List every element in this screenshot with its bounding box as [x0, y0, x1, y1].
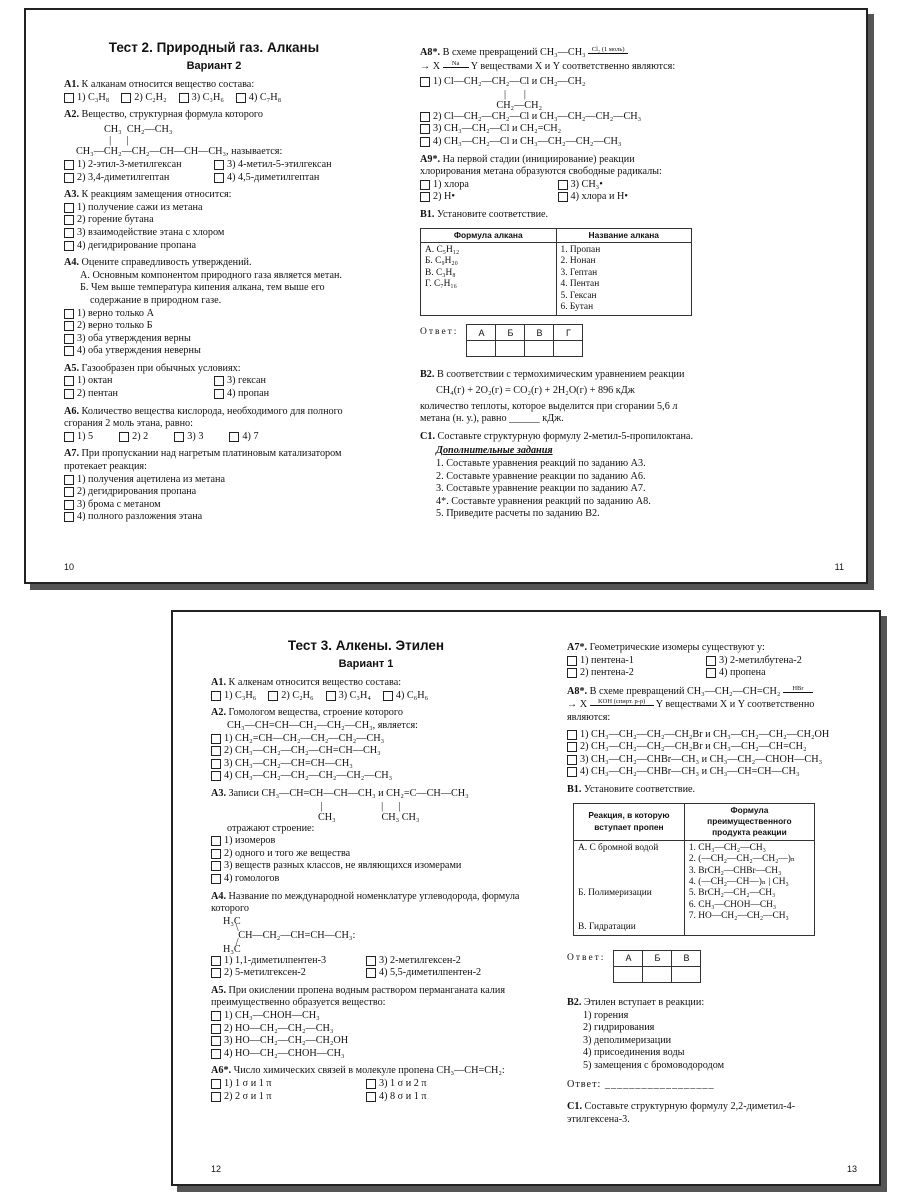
page-spread-top [24, 8, 868, 584]
test-title: Тест 2. Природный газ. Алканы [108, 40, 320, 55]
checkbox[interactable] [211, 874, 221, 884]
option[interactable]: 1) изомеров [211, 835, 521, 848]
page-11 [420, 46, 695, 521]
checkbox[interactable] [211, 1011, 221, 1021]
option[interactable]: 3) веществ разных классов, не являющихся изомерами [211, 860, 521, 873]
reaction-arrow: Cl₂ (1 моль) [588, 46, 628, 54]
checkbox[interactable] [211, 1024, 221, 1034]
answer-line[interactable]: Ответ: __________________ [567, 1078, 715, 1090]
question-a4: А4. Оцените справедливость утверждений. А. Основным компонентом природного газа является метан. Б. Чем выше температура кипения алкана, тем выше его содержание в природном газе. 1) верно только А 2) верно только Б 3) оба утверждения верны 4) оба утверждения неверны [64, 257, 364, 358]
option[interactable]: 4) C₆H₆ [383, 690, 428, 703]
checkbox[interactable] [420, 192, 430, 202]
option[interactable]: 3) 4-метил-5-этилгексан [214, 159, 364, 172]
checkbox[interactable] [420, 180, 430, 190]
checkbox[interactable] [366, 1092, 376, 1102]
checkbox[interactable] [420, 112, 430, 122]
matching-table: Реакция, в которую вступает пропен Формула преимущественного продукта реакции А. С бромной водой Б. Полимеризации В. Гидратации 1. CH₃—CH₂—CH₃ 2. (—CH₂—CH₂—CH₂—)ₙ 3. BrCH₂—CHBr—CH₃ 4. (—CH₂—CH—)ₙ | CH₃ 5. BrCH₂—CH₂—CH₃ 6. CH₃—CHOH—CH₃ 7. HO—CH₂—CH₂—CH₃ [573, 803, 815, 936]
checkbox[interactable] [64, 173, 74, 183]
option[interactable]: 3) 2-метилгексен-2 [366, 955, 521, 968]
answer-grid: Ответ: А Б В [567, 950, 845, 983]
question-a4: А4. Название по международной номенклатуре углеводорода, формула которого H₃C \ CH—CH₂—CH=CH—CH₃: / H₃C 1) 1,1-диметилпентен-3 3) 2-метилгексен-2 2) 5-метилгексен-2 4) 5,5-диметилпентен-2 [211, 890, 520, 979]
option[interactable]: 3) взаимодействие этана с хлором [64, 227, 364, 240]
answer-cell[interactable] [554, 341, 583, 357]
checkbox[interactable] [229, 432, 239, 442]
checkbox[interactable] [567, 742, 577, 752]
checkbox[interactable] [64, 432, 74, 442]
checkbox[interactable] [211, 849, 221, 859]
checkbox[interactable] [64, 160, 74, 170]
checkbox[interactable] [326, 691, 336, 701]
checkbox[interactable] [211, 746, 221, 756]
variant-label: Вариант 2 [186, 59, 242, 72]
option[interactable]: 2) пентан [64, 388, 214, 401]
checkbox[interactable] [211, 1049, 221, 1059]
checkbox[interactable] [558, 192, 568, 202]
option[interactable]: 4) CH₃—CH₂—CHBr—CH₃ и CH₃—CH=CH—CH₃ [567, 766, 845, 779]
option[interactable]: 4) C₇H₈ [236, 92, 281, 105]
answer-cell[interactable] [467, 341, 496, 357]
option[interactable]: 1) 5 [64, 431, 93, 444]
checkbox[interactable] [64, 500, 74, 510]
question-a1: А1. К алканам относится вещество состава: 1) C₃H₈ 2) C₂H₂ 3) C₃H₆ 4) C₇H₈ [64, 79, 282, 103]
option[interactable]: 3) 1 σ и 2 π [366, 1078, 521, 1091]
answer-cell[interactable] [614, 966, 643, 982]
extra-tasks-title: Дополнительные задания [436, 445, 553, 457]
answer-cell[interactable] [496, 341, 525, 357]
option[interactable]: 2) 2 σ и 1 π [211, 1091, 366, 1104]
question-c1: С1. Составьте структурную формулу 2,2-диметил-4-этилгексена-3. [567, 1101, 796, 1125]
checkbox[interactable] [567, 656, 577, 666]
option[interactable]: 2) верно только Б [64, 320, 364, 333]
reaction-arrow: KOH (спирт. р-р) [590, 698, 654, 706]
checkbox[interactable] [706, 656, 716, 666]
option[interactable]: 4) 4,5-диметилгептан [214, 172, 364, 185]
variant-label: Вариант 1 [338, 657, 394, 670]
answer-grid: Ответ: А Б В Г [420, 324, 695, 357]
question-b2: В2. В соответствии с термохимическим уравнением реакции CH₄(г) + 2O₂(г) = CO₂(г) + 2H₂O(г) + 896 кДж количество теплоты, которое выделится при сгорании 5,6 л метана (н. у.), равно ______ кДж. [420, 369, 695, 425]
checkbox[interactable] [236, 93, 246, 103]
reaction-arrow: Na [443, 60, 469, 68]
checkbox[interactable] [211, 734, 221, 744]
checkbox[interactable] [214, 389, 224, 399]
checkbox[interactable] [64, 346, 74, 356]
checkbox[interactable] [214, 376, 224, 386]
question-b2: В2. Этилен вступает в реакции: 1) горения 2) гидрирования 3) деполимеризации 4) присоединения воды 5) замещения с бромоводородом Ответ: __________________ [567, 997, 845, 1091]
checkbox[interactable] [211, 968, 221, 978]
option[interactable]: 4) CH₃—CH₂—CH₂—CH₂—CH₂—CH₃ [211, 770, 521, 783]
option[interactable]: 3) HO—CH₂—CH₂—CH₂OH [211, 1035, 521, 1048]
checkbox[interactable] [64, 487, 74, 497]
question-a8: А8*. В схеме превращений CH₃—CH₃ Cl₂ (1 моль) → X Na Y веществами X и Y соответственно являются: 1) Cl—CH₂—CH₂—Cl и CH₂—CH₂ | | CH₂—CH₂ 2) Cl—CH₂—CH₂—Cl и CH₃—CH₂—CH₂—CH₃ 3) CH₃—CH₂—Cl и CH₂=CH₂ 4) CH₃—CH₂—Cl и CH₃—CH₂—CH₂—CH₃ [420, 46, 695, 149]
checkbox[interactable] [211, 1079, 221, 1089]
option[interactable]: 1) октан [64, 375, 214, 388]
question-a3: А3. К реакциям замещения относится: 1) получение сажи из метана 2) горение бутана 3) взаимодействие этана с хлором 4) дегидрирование пропана [64, 189, 364, 252]
checkbox[interactable] [211, 1092, 221, 1102]
question-b1: В1. Установите соответствие. Реакция, в которую вступает пропен Формула преимущественного продукта реакции А. С бромной водой Б. Полимеризации В. Гидратации 1. CH₃—CH₂—CH₃ 2. (—CH₂—CH₂—CH₂—)ₙ 3. BrCH₂—CHBr—CH₃ 4. (—CH₂—CH—)ₙ | CH₃ 5. BrCH₂—CH₂—CH₃ 6. CH₃—CHOH—CH₃ 7. HO—CH₂—CH₂—CH₃ Ответ: А Б В [567, 784, 845, 983]
checkbox[interactable] [214, 173, 224, 183]
option[interactable]: 2) 2 [119, 431, 148, 444]
option[interactable]: 1) C₃H₆ [211, 690, 256, 703]
option[interactable]: 2) CH₃—CH₂—CH₂—CH₂Br и CH₃—CH₂—CH=CH₂ [567, 741, 845, 754]
question-c1: С1. Составьте структурную формулу 2-метил-5-пропилоктана. [420, 430, 693, 442]
question-a6: А6. Количество вещества кислорода, необходимого для полного сгорания 2 моль этана, равно: 1) 5 2) 2 3) 3 4) 7 [64, 405, 343, 442]
option[interactable]: 3) брома с метаном [64, 499, 364, 512]
page-number: 13 [846, 1164, 857, 1174]
option[interactable]: 1) 1,1-диметилпентен-3 [211, 955, 366, 968]
checkbox[interactable] [567, 668, 577, 678]
option[interactable]: 4) 7 [229, 431, 258, 444]
checkbox[interactable] [211, 759, 221, 769]
option[interactable]: 2) C₂H₆ [268, 690, 313, 703]
question-a8: А8*. В схеме превращений CH₃—CH₂—CH=CH₂ HBr → X KOH (спирт. р-р) Y веществами X и Y соответственно являются: 1) CH₃—CH₂—CH₂—CH₂Br и CH₃—CH₂—CH₂—CH₂OH 2) CH₃—CH₂—CH₂—CH₂Br и CH₃—CH₂—CH=CH₂ 3) CH₃—CH₂—CHBr—CH₃ и CH₃—CH₂—CHOH—CH₃ 4) CH₃—CH₂—CHBr—CH₃ и CH₃—CH=CH—CH₃ [567, 685, 845, 779]
option[interactable]: 2) 5-метилгексен-2 [211, 967, 366, 980]
option[interactable]: 2) C₂H₂ [121, 92, 166, 105]
page-number: 10 [64, 562, 75, 572]
question-a1: А1. К алкенам относится вещество состава: 1) C₃H₆ 2) C₂H₆ 3) C₃H₄ 4) C₆H₆ [211, 677, 429, 701]
option[interactable]: 2) CH₃—CH₂—CH₂—CH=CH—CH₃ [211, 745, 521, 758]
option[interactable]: 1) пентена-1 [567, 655, 706, 668]
checkbox[interactable] [64, 215, 74, 225]
option[interactable]: 3) CH₃• [558, 179, 696, 192]
question-a7: А7. При пропускании над нагретым платиновым катализатором протекает реакция: 1) получения ацетилена из метана 2) дегидрирования пропана 3) брома с метаном 4) полного разложения этана [64, 448, 364, 524]
option[interactable]: 1) C₃H₈ [64, 92, 109, 105]
option[interactable]: 4) HO—CH₂—CHOH—CH₃ [211, 1048, 521, 1061]
option[interactable]: 1) получение сажи из метана [64, 202, 364, 215]
option[interactable]: 1) получения ацетилена из метана [64, 474, 364, 487]
checkbox[interactable] [268, 691, 278, 701]
question-a7: А7*. Геометрические изомеры существуют у: 1) пентена-1 3) 2-метилбутена-2 2) пентена-2 4) пропена [567, 642, 845, 680]
checkbox[interactable] [420, 124, 430, 134]
equation: CH₄(г) + 2O₂(г) = CO₂(г) + 2H₂O(г) + 896 кДж [436, 384, 635, 396]
checkbox[interactable] [64, 334, 74, 344]
option[interactable]: 4) пропан [214, 388, 364, 401]
option[interactable]: 2) пентена-2 [567, 667, 706, 680]
checkbox[interactable] [211, 836, 221, 846]
matching-table: Формула алкана Название алкана А. C₅H₁₂ Б. C₉H₂₀ В. C₃H₈ Г. C₇H₁₆ 1. Пропан 2. Нонан 3. Гептан 4. Пентан 5. Гексан 6. Бутан [420, 228, 692, 317]
checkbox[interactable] [567, 767, 577, 777]
page-spread-bottom [171, 610, 881, 1186]
page-10 [64, 42, 364, 524]
option[interactable]: 2) горение бутана [64, 214, 364, 227]
extra-tasks: Дополнительные задания 1. Составьте уравнения реакций по заданию А3. 2. Составьте уравнение реакции по заданию А6. 3. Составьте уравнение реакции по заданию А7. 4*. Составьте уравнения реакций по заданию А8. 5. Приведите расчеты по заданию В2. [420, 445, 695, 521]
checkbox[interactable] [211, 1036, 221, 1046]
option[interactable]: 2) 3,4-диметилгептан [64, 172, 214, 185]
checkbox[interactable] [214, 160, 224, 170]
page-13 [567, 642, 845, 1126]
option[interactable]: 4) хлора и H• [558, 191, 696, 204]
checkbox[interactable] [706, 668, 716, 678]
option[interactable]: 3) CH₃—CH₂—CHBr—CH₃ и CH₃—CH₂—CHOH—CH₃ [567, 754, 845, 767]
checkbox[interactable] [211, 956, 221, 966]
checkbox[interactable] [119, 432, 129, 442]
question-a2: А2. Вещество, структурная формула которого CH₃ CH₂—CH₃ | | CH₃—CH₂—CH₂—CH—CH—CH₃, называется: 1) 2-этил-3-метилгексан 3) 4-метил-5-этилгексан 2) 3,4-диметилгептан 4) 4,5-диметилгептан [64, 109, 364, 184]
test-title: Тест 3. Алкены. Этилен [287, 638, 445, 653]
option[interactable]: 3) 2-метилбутена-2 [706, 655, 845, 668]
checkbox[interactable] [179, 93, 189, 103]
checkbox[interactable] [567, 730, 577, 740]
option[interactable]: 4) дегидрирование пропана [64, 240, 364, 253]
option[interactable]: 4) полного разложения этана [64, 511, 364, 524]
checkbox[interactable] [64, 228, 74, 238]
structural-formula: H₃C \ CH—CH₂—CH=CH—CH₃: / H₃C [223, 915, 356, 955]
option[interactable]: 4) CH₃—CH₂—Cl и CH₃—CH₂—CH₂—CH₃ [420, 136, 695, 149]
checkbox[interactable] [64, 203, 74, 213]
option[interactable]: 2) дегидрирования пропана [64, 486, 364, 499]
answer-cell[interactable] [643, 966, 672, 982]
question-a5: А5. Газообразен при обычных условиях: 1) октан 3) гексан 2) пентан 4) пропан [64, 363, 364, 401]
question-a3: А3. Записи CH₃—CH=CH—CH—CH₃ и CH₂=C—CH—CH₃ | | | CH₃ CH₃ CH₃ отражают строение: 1) изомеров 2) одного и того же вещества 3) веществ разных классов, не являющихся изомерами 4) гомологов [211, 788, 521, 886]
checkbox[interactable] [64, 389, 74, 399]
option[interactable]: 2) Cl—CH₂—CH₂—Cl и CH₃—CH₂—CH₂—CH₃ [420, 111, 695, 124]
checkbox[interactable] [174, 432, 184, 442]
page-number: 11 [834, 562, 844, 572]
answer-cell[interactable] [525, 341, 554, 357]
option[interactable]: 3) C₃H₄ [326, 690, 371, 703]
page-12 [211, 640, 521, 1103]
option[interactable]: 3) CH₃—CH₂—CH=CH—CH₃ [211, 758, 521, 771]
question-a6: А6*. Число химических связей в молекуле пропена CH₃—CH=CH₂: 1) 1 σ и 1 π 3) 1 σ и 2 π 2) 2 σ и 1 π 4) 8 σ и 1 π [211, 1065, 521, 1103]
option[interactable]: 1) CH₃—CH₂—CH₂—CH₂Br и CH₃—CH₂—CH₂—CH₂OH [567, 729, 845, 742]
option[interactable]: 3) гексан [214, 375, 364, 388]
structural-formula: CH₃ CH₂—CH₃ | | CH₃—CH₂—CH₂—CH—CH—CH₃, называется: [76, 123, 283, 157]
checkbox[interactable] [383, 691, 393, 701]
checkbox[interactable] [64, 512, 74, 522]
answer-cell[interactable] [672, 966, 701, 982]
option[interactable]: 1) CH₃—CHOH—CH₃ [211, 1010, 521, 1023]
question-a2: А2. Гомологом вещества, строение которого CH₃—CH=CH—CH₂—CH₂—CH₃, является: 1) CH₂=CH—CH₂—CH₂—CH₂—CH₃ 2) CH₃—CH₂—CH₂—CH=CH—CH₃ 3) CH₃—CH₂—CH=CH—CH₃ 4) CH₃—CH₂—CH₂—CH₂—CH₂—CH₃ [211, 707, 521, 783]
checkbox[interactable] [64, 309, 74, 319]
option[interactable]: 2) одного и того же вещества [211, 848, 521, 861]
checkbox[interactable] [567, 755, 577, 765]
checkbox[interactable] [558, 180, 568, 190]
question-b1: В1. Установите соответствие. Формула алкана Название алкана А. C₅H₁₂ Б. C₉H₂₀ В. C₃H₈ Г. C₇H₁₆ 1. Пропан 2. Нонан 3. Гептан 4. Пентан 5. Гексан 6. Бутан Ответ: А Б В Г [420, 209, 695, 357]
option[interactable]: 1) 1 σ и 1 π [211, 1078, 366, 1091]
checkbox[interactable] [211, 861, 221, 871]
checkbox[interactable] [366, 956, 376, 966]
question-a9: А9*. На первой стадии (инициирование) реакции хлорирования метана образуются свободные радикалы: 1) хлора 3) CH₃• 2) H• 4) хлора и H• [420, 154, 695, 204]
checkbox[interactable] [420, 77, 430, 87]
option[interactable]: 4) 5,5-диметилпентен-2 [366, 967, 521, 980]
option[interactable]: 2) HO—CH₂—CH₂—CH₃ [211, 1023, 521, 1036]
checkbox[interactable] [211, 771, 221, 781]
option[interactable]: 4) оба утверждения неверны [64, 345, 364, 358]
checkbox[interactable] [64, 321, 74, 331]
option[interactable]: 3) C₃H₆ [179, 92, 224, 105]
checkbox[interactable] [64, 93, 74, 103]
checkbox[interactable] [121, 93, 131, 103]
option[interactable]: 1) 2-этил-3-метилгексан [64, 159, 214, 172]
checkbox[interactable] [64, 475, 74, 485]
checkbox[interactable] [420, 137, 430, 147]
option[interactable]: 4) 8 σ и 1 π [366, 1091, 521, 1104]
option[interactable]: 4) пропена [706, 667, 845, 680]
checkbox[interactable] [64, 376, 74, 386]
option[interactable]: 3) 3 [174, 431, 203, 444]
checkbox[interactable] [64, 241, 74, 251]
option[interactable]: 1) CH₂=CH—CH₂—CH₂—CH₂—CH₃ [211, 733, 521, 746]
option[interactable]: 1) Cl—CH₂—CH₂—Cl и CH₂—CH₂ [420, 76, 695, 89]
option[interactable]: 2) H• [420, 191, 558, 204]
option[interactable]: 3) оба утверждения верны [64, 333, 364, 346]
option[interactable]: 4) гомологов [211, 873, 521, 886]
checkbox[interactable] [211, 691, 221, 701]
option[interactable]: 1) хлора [420, 179, 558, 192]
option[interactable]: 1) верно только А [64, 308, 364, 321]
reaction-arrow: HBr [783, 685, 813, 693]
page-number: 12 [211, 1164, 222, 1174]
checkbox[interactable] [366, 1079, 376, 1089]
option[interactable]: 3) CH₃—CH₂—Cl и CH₂=CH₂ [420, 123, 695, 136]
structural-formula: CH₃—CH=CH—CH₂—CH₂—CH₃, является: [227, 719, 418, 731]
checkbox[interactable] [366, 968, 376, 978]
question-a5: А5. При окислении пропена водным раствором перманганата калия преимущественно образуется вещество: 1) CH₃—CHOH—CH₃ 2) HO—CH₂—CH₂—CH₃ 3) HO—CH₂—CH₂—CH₂OH 4) HO—CH₂—CHOH—CH₃ [211, 985, 521, 1061]
